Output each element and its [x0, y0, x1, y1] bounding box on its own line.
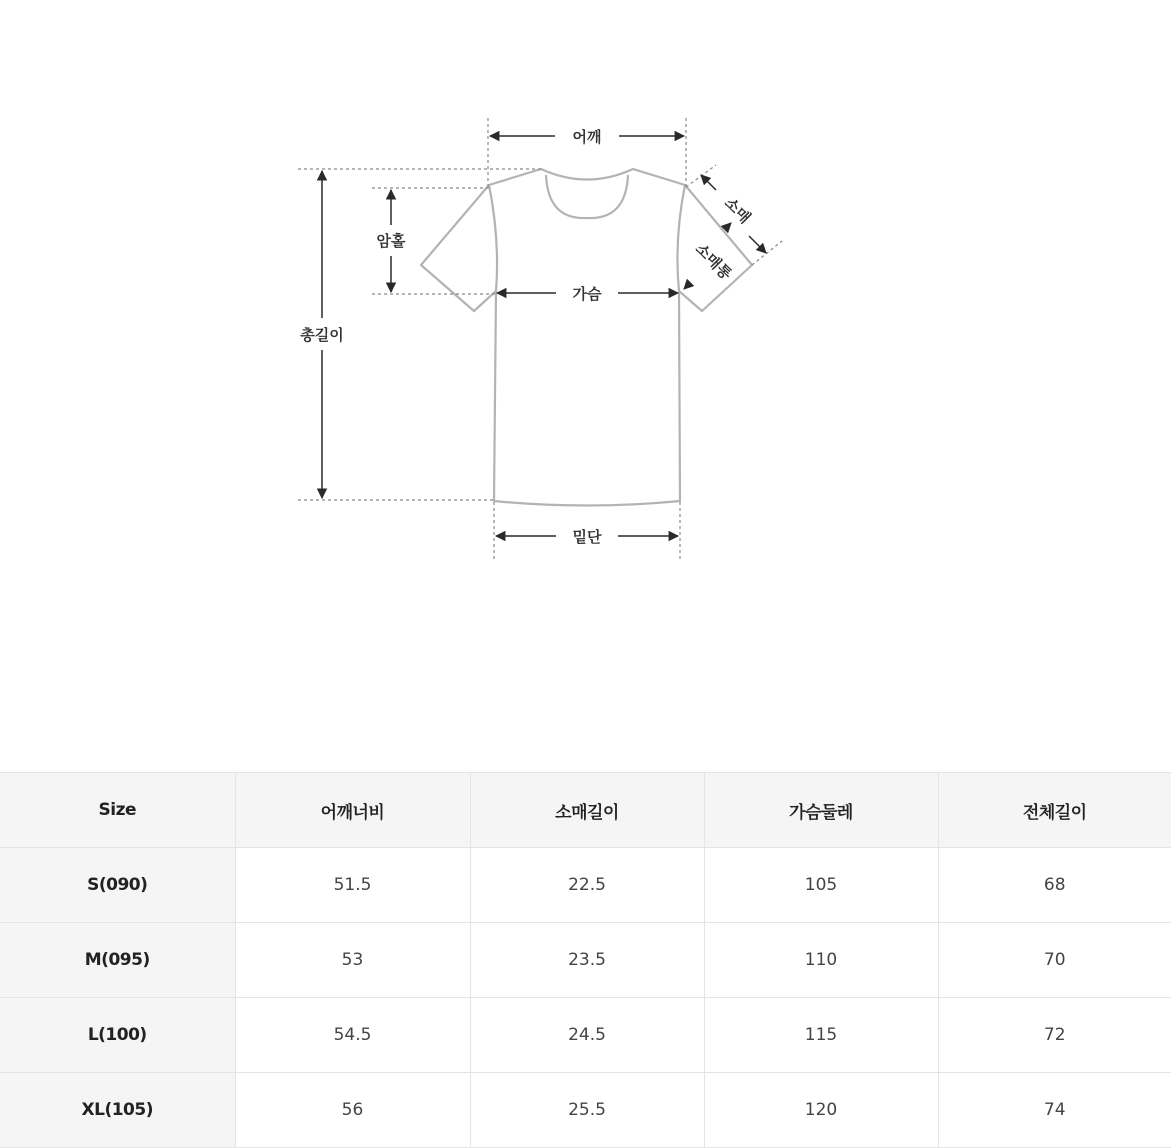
table-cell: 22.5: [470, 848, 704, 923]
column-header-chest-circumference: 가슴둘레: [704, 773, 938, 848]
row-size-label: XL(105): [0, 1073, 235, 1148]
shoulder-label: 어깨: [572, 128, 602, 146]
table-cell: 54.5: [235, 998, 470, 1073]
table-cell: 23.5: [470, 923, 704, 998]
table-cell: 68: [938, 848, 1171, 923]
row-size-label: M(095): [0, 923, 235, 998]
row-size-label: L(100): [0, 998, 235, 1073]
chest-label: 가슴: [572, 285, 602, 303]
sleeve-width-arrow-top: [727, 223, 731, 227]
table-cell: 72: [938, 998, 1171, 1073]
tshirt-left-armhole-seam: [489, 185, 497, 291]
sleeve-arrow-bottom: [749, 236, 766, 253]
sleeve-arrow-top: [701, 175, 716, 190]
table-row: [0, 1073, 1171, 1148]
armhole-label: 암홀: [376, 232, 406, 250]
table-cell: 74: [938, 1073, 1171, 1148]
row-size-label: S(090): [0, 848, 235, 923]
table-cell: 53: [235, 923, 470, 998]
column-header-total-length: 전체길이: [938, 773, 1171, 848]
sleeve-width-arrow-bottom: [684, 283, 690, 289]
tshirt-outline: [421, 169, 755, 506]
column-header-sleeve-length: 소매길이: [470, 773, 704, 848]
total-length-label: 총길이: [300, 326, 344, 344]
column-header-shoulder-width: 어깨너비: [235, 773, 470, 848]
dimension-lines: [322, 136, 766, 536]
table-cell: 105: [704, 848, 938, 923]
table-row: [0, 923, 1171, 998]
table-cell: 110: [704, 923, 938, 998]
tshirt-collar-outline: [546, 175, 628, 218]
table-cell: 56: [235, 1073, 470, 1148]
table-cell: 115: [704, 998, 938, 1073]
sleeve-width-label: 소매통: [691, 239, 736, 284]
table-row: [0, 998, 1171, 1073]
column-header-size: Size: [0, 773, 235, 848]
table-cell: 24.5: [470, 998, 704, 1073]
size-table-header-row: [0, 773, 1171, 848]
sleeve-label: 소매: [720, 193, 755, 228]
table-cell: 70: [938, 923, 1171, 998]
table-cell: 51.5: [235, 848, 470, 923]
tshirt-body-outline: [421, 169, 755, 506]
table-cell: 25.5: [470, 1073, 704, 1148]
table-cell: 120: [704, 1073, 938, 1148]
size-table: [0, 772, 1171, 1148]
tshirt-right-armhole-seam: [677, 185, 685, 291]
hem-label: 밑단: [572, 528, 602, 546]
table-row: [0, 848, 1171, 923]
